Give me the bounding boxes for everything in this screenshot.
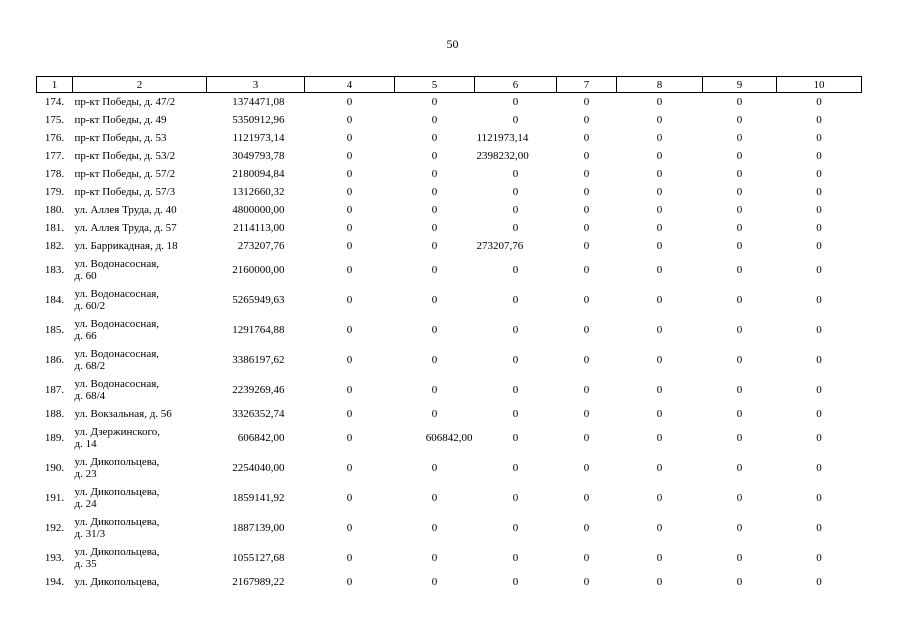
value-cell: 0 (512, 95, 519, 108)
col-header-5: 5 (395, 77, 475, 93)
value-cell: 0 (736, 431, 743, 444)
amount-cell: 273207,76 (237, 239, 285, 252)
table-row (37, 375, 862, 405)
value-cell: 0 (816, 383, 822, 396)
amount-cell: 1055127,68 (232, 551, 285, 564)
address-line-1: ул. Дзержинского, (74, 425, 161, 438)
amount-cell: 5350912,96 (232, 113, 285, 126)
value-cell: 0 (512, 353, 519, 366)
value-cell: 0 (656, 113, 663, 126)
value-cell: 0 (346, 221, 353, 234)
value-cell: 0 (346, 431, 353, 444)
value-cell: 0 (346, 323, 353, 336)
table-row (37, 573, 862, 591)
value-cell: 0 (816, 323, 822, 336)
row-number: 184. (44, 293, 65, 306)
value-cell: 0 (816, 353, 822, 366)
amount-cell: 2160000,00 (232, 263, 285, 276)
address-line-1: ул. Дикопольцева, (74, 515, 160, 528)
address-line-1: ул. Дикопольцева, (74, 455, 160, 468)
address-cell: ул. Дикопольцева, (74, 575, 160, 588)
value-cell: 0 (512, 407, 519, 420)
value-cell: 0 (431, 383, 438, 396)
value-cell: 0 (512, 167, 519, 180)
table-row (37, 423, 862, 453)
value-cell: 0 (346, 185, 353, 198)
value-cell: 0 (431, 575, 438, 588)
row-number: 193. (44, 551, 65, 564)
address-cell: пр-кт Победы, д. 53/2 (74, 149, 176, 162)
value-cell: 0 (816, 521, 822, 534)
value-cell: 0 (736, 167, 743, 180)
value-cell: 0 (583, 239, 590, 252)
amount-cell: 1312660,32 (232, 185, 285, 198)
value-cell: 0 (736, 521, 743, 534)
value-cell: 0 (656, 521, 663, 534)
value-cell: 0 (816, 491, 822, 504)
amount-cell: 2180094,84 (232, 167, 285, 180)
col-header-1: 1 (37, 77, 73, 93)
value-cell: 0 (816, 239, 822, 252)
amount-cell: 1291764,88 (232, 323, 285, 336)
row-number: 188. (44, 407, 65, 420)
value-cell: 0 (583, 293, 590, 306)
value-cell: 0 (736, 551, 743, 564)
value-cell: 0 (656, 221, 663, 234)
value-cell: 0 (656, 323, 663, 336)
value-cell: 0 (431, 491, 438, 504)
address-line-1: ул. Водонасосная, (74, 287, 160, 300)
value-cell: 0 (736, 383, 743, 396)
data-table (36, 76, 862, 591)
value-cell: 0 (736, 113, 743, 126)
amount-cell: 1887139,00 (232, 521, 285, 534)
value-cell: 0 (583, 521, 590, 534)
col-header-3: 3 (207, 77, 305, 93)
amount-cell: 5265949,63 (232, 293, 285, 306)
value-cell: 0 (816, 149, 822, 162)
table-row (37, 405, 862, 423)
value-cell: 0 (656, 203, 663, 216)
value-cell: 0 (583, 221, 590, 234)
value-cell: 0 (656, 167, 663, 180)
address-line-2: д. 68/4 (74, 389, 106, 402)
header-row (37, 77, 862, 93)
table-row (37, 183, 862, 201)
value-cell: 0 (431, 551, 438, 564)
address-cell (73, 423, 207, 453)
table-row (37, 237, 862, 255)
address-cell: ул. Баррикадная, д. 18 (74, 239, 178, 252)
value-cell: 0 (583, 407, 590, 420)
value-cell: 0 (346, 113, 353, 126)
address-line-1: ул. Дикопольцева, (74, 485, 160, 498)
address-cell (73, 453, 207, 483)
value-cell: 0 (816, 293, 822, 306)
value-cell: 0 (583, 323, 590, 336)
value-cell: 0 (583, 203, 590, 216)
value-cell: 0 (736, 131, 743, 144)
table-row (37, 201, 862, 219)
address-line-1: ул. Водонасосная, (74, 257, 160, 270)
value-cell: 273207,76 (476, 239, 524, 252)
amount-cell: 4800000,00 (232, 203, 285, 216)
value-cell: 0 (656, 131, 663, 144)
value-cell: 0 (512, 383, 519, 396)
value-cell: 0 (736, 407, 743, 420)
table-row (37, 453, 862, 483)
amount-cell: 1374471,08 (232, 95, 285, 108)
value-cell: 0 (816, 185, 822, 198)
row-number: 192. (44, 521, 65, 534)
amount-cell: 3326352,74 (232, 407, 285, 420)
value-cell: 0 (816, 221, 822, 234)
table-row (37, 219, 862, 237)
row-number: 194. (44, 575, 65, 588)
value-cell: 0 (512, 185, 519, 198)
value-cell: 0 (583, 353, 590, 366)
address-line-2: д. 14 (74, 437, 97, 450)
value-cell: 0 (431, 353, 438, 366)
value-cell: 0 (583, 575, 590, 588)
address-cell (73, 375, 207, 405)
value-cell: 0 (346, 461, 353, 474)
address-line-2: д. 68/2 (74, 359, 106, 372)
value-cell: 0 (346, 407, 353, 420)
value-cell: 0 (583, 131, 590, 144)
address-line-1: ул. Водонасосная, (74, 317, 160, 330)
value-cell: 0 (583, 167, 590, 180)
value-cell: 0 (583, 185, 590, 198)
value-cell: 0 (431, 149, 438, 162)
value-cell: 0 (346, 521, 353, 534)
value-cell: 0 (816, 113, 822, 126)
col-header-9: 9 (703, 77, 777, 93)
address-cell: пр-кт Победы, д. 57/3 (74, 185, 176, 198)
address-cell: ул. Аллея Труда, д. 40 (74, 203, 177, 216)
address-line-2: д. 60/2 (74, 299, 106, 312)
value-cell: 0 (816, 263, 822, 276)
row-number: 187. (44, 383, 65, 396)
value-cell: 0 (736, 221, 743, 234)
table-row (37, 147, 862, 165)
value-cell: 0 (583, 95, 590, 108)
address-line-2: д. 24 (74, 497, 97, 510)
address-cell: пр-кт Победы, д. 47/2 (74, 95, 176, 108)
value-cell: 0 (431, 221, 438, 234)
value-cell: 0 (512, 431, 519, 444)
value-cell: 0 (431, 521, 438, 534)
value-cell: 0 (346, 167, 353, 180)
address-cell: ул. Вокзальная, д. 56 (74, 407, 172, 420)
value-cell: 0 (736, 203, 743, 216)
amount-cell: 2114113,00 (233, 221, 285, 234)
value-cell: 0 (346, 239, 353, 252)
value-cell: 0 (583, 149, 590, 162)
address-line-2: д. 60 (74, 269, 97, 282)
table-row (37, 543, 862, 573)
amount-cell: 2239269,46 (232, 383, 285, 396)
value-cell: 0 (431, 407, 438, 420)
value-cell: 0 (431, 185, 438, 198)
value-cell: 0 (431, 263, 438, 276)
value-cell: 0 (512, 293, 519, 306)
amount-cell: 2167989,22 (232, 575, 285, 588)
table-row (37, 315, 862, 345)
value-cell: 0 (431, 323, 438, 336)
row-number: 179. (44, 185, 65, 198)
value-cell: 0 (736, 293, 743, 306)
amount-cell: 1859141,92 (232, 491, 285, 504)
value-cell: 2398232,00 (476, 149, 529, 162)
value-cell: 0 (736, 491, 743, 504)
amount-cell: 3049793,78 (232, 149, 285, 162)
value-cell: 0 (583, 383, 590, 396)
value-cell: 0 (512, 551, 519, 564)
address-line-1: ул. Водонасосная, (74, 377, 160, 390)
value-cell: 0 (431, 239, 438, 252)
value-cell: 0 (736, 323, 743, 336)
row-number: 177. (44, 149, 65, 162)
table-row (37, 129, 862, 147)
row-number: 185. (44, 323, 65, 336)
value-cell: 0 (656, 239, 663, 252)
value-cell: 0 (736, 461, 743, 474)
col-header-7: 7 (557, 77, 617, 93)
address-line-2: д. 31/3 (74, 527, 106, 540)
value-cell: 0 (656, 149, 663, 162)
row-number: 181. (44, 221, 65, 234)
value-cell: 0 (656, 95, 663, 108)
value-cell: 0 (656, 383, 663, 396)
row-number: 186. (44, 353, 65, 366)
table-row (37, 513, 862, 543)
value-cell: 0 (346, 383, 353, 396)
table-row (37, 93, 862, 111)
address-cell (73, 543, 207, 573)
value-cell: 0 (736, 185, 743, 198)
value-cell: 0 (656, 185, 663, 198)
table-body (37, 93, 862, 591)
value-cell: 0 (346, 575, 353, 588)
address-cell (73, 315, 207, 345)
value-cell: 0 (583, 431, 590, 444)
value-cell: 0 (736, 239, 743, 252)
value-cell: 0 (583, 263, 590, 276)
address-cell: пр-кт Победы, д. 57/2 (74, 167, 176, 180)
value-cell: 0 (816, 167, 822, 180)
value-cell: 0 (346, 149, 353, 162)
value-cell: 0 (816, 551, 822, 564)
value-cell: 0 (346, 353, 353, 366)
col-header-2: 2 (73, 77, 207, 93)
value-cell: 0 (736, 263, 743, 276)
value-cell: 1121973,14 (476, 131, 529, 144)
value-cell: 0 (512, 323, 519, 336)
value-cell: 0 (656, 407, 663, 420)
value-cell: 0 (816, 131, 822, 144)
col-header-4: 4 (305, 77, 395, 93)
address-line-2: д. 23 (74, 467, 97, 480)
value-cell: 0 (512, 575, 519, 588)
value-cell: 0 (583, 491, 590, 504)
value-cell: 0 (816, 431, 822, 444)
address-cell: пр-кт Победы, д. 49 (74, 113, 167, 126)
value-cell: 0 (346, 263, 353, 276)
address-cell (73, 513, 207, 543)
address-cell: пр-кт Победы, д. 53 (74, 131, 167, 144)
row-number: 191. (44, 491, 65, 504)
value-cell: 0 (656, 575, 663, 588)
row-number: 176. (44, 131, 65, 144)
address-cell: ул. Аллея Труда, д. 57 (74, 221, 177, 234)
value-cell: 0 (512, 521, 519, 534)
value-cell: 0 (512, 491, 519, 504)
address-line-2: д. 66 (74, 329, 97, 342)
page-number: 50 (446, 37, 459, 51)
col-header-6: 6 (475, 77, 557, 93)
table-row (37, 483, 862, 513)
value-cell: 0 (431, 293, 438, 306)
value-cell: 0 (512, 221, 519, 234)
value-cell: 0 (816, 407, 822, 420)
value-cell: 0 (431, 131, 438, 144)
value-cell: 0 (431, 95, 438, 108)
row-number: 180. (44, 203, 65, 216)
value-cell: 0 (656, 263, 663, 276)
row-number: 174. (44, 95, 65, 108)
value-cell: 0 (346, 131, 353, 144)
row-number: 190. (44, 461, 65, 474)
address-line-1: ул. Водонасосная, (74, 347, 160, 360)
value-cell: 0 (431, 461, 438, 474)
address-cell (73, 345, 207, 375)
value-cell: 0 (816, 461, 822, 474)
value-cell: 0 (431, 203, 438, 216)
address-cell (73, 255, 207, 285)
col-header-8: 8 (617, 77, 703, 93)
col-header-10: 10 (777, 77, 862, 93)
value-cell: 0 (583, 461, 590, 474)
table-row (37, 285, 862, 315)
value-cell: 0 (656, 293, 663, 306)
value-cell: 0 (346, 95, 353, 108)
value-cell: 0 (656, 491, 663, 504)
value-cell: 0 (512, 461, 519, 474)
address-cell (73, 285, 207, 315)
value-cell: 0 (512, 203, 519, 216)
value-cell: 606842,00 (425, 431, 473, 444)
value-cell: 0 (512, 113, 519, 126)
value-cell: 0 (656, 353, 663, 366)
value-cell: 0 (816, 95, 822, 108)
value-cell: 0 (346, 293, 353, 306)
value-cell: 0 (736, 149, 743, 162)
table-row (37, 111, 862, 129)
table-row (37, 255, 862, 285)
amount-cell: 1121973,14 (232, 131, 285, 144)
address-cell (73, 483, 207, 513)
value-cell: 0 (656, 551, 663, 564)
table-row (37, 345, 862, 375)
value-cell: 0 (512, 263, 519, 276)
value-cell: 0 (736, 353, 743, 366)
amount-cell: 606842,00 (237, 431, 285, 444)
value-cell: 0 (431, 167, 438, 180)
row-number: 182. (44, 239, 65, 252)
row-number: 189. (44, 431, 65, 444)
row-number: 175. (44, 113, 65, 126)
row-number: 183. (44, 263, 65, 276)
value-cell: 0 (431, 113, 438, 126)
address-line-1: ул. Дикопольцева, (74, 545, 160, 558)
value-cell: 0 (656, 431, 663, 444)
value-cell: 0 (346, 491, 353, 504)
address-line-2: д. 35 (74, 557, 97, 570)
table-row (37, 165, 862, 183)
value-cell: 0 (583, 113, 590, 126)
row-number: 178. (44, 167, 65, 180)
value-cell: 0 (346, 551, 353, 564)
value-cell: 0 (346, 203, 353, 216)
value-cell: 0 (736, 575, 743, 588)
value-cell: 0 (583, 551, 590, 564)
value-cell: 0 (736, 95, 743, 108)
value-cell: 0 (656, 461, 663, 474)
amount-cell: 3386197,62 (232, 353, 285, 366)
value-cell: 0 (816, 203, 822, 216)
value-cell: 0 (816, 575, 822, 588)
amount-cell: 2254040,00 (232, 461, 285, 474)
